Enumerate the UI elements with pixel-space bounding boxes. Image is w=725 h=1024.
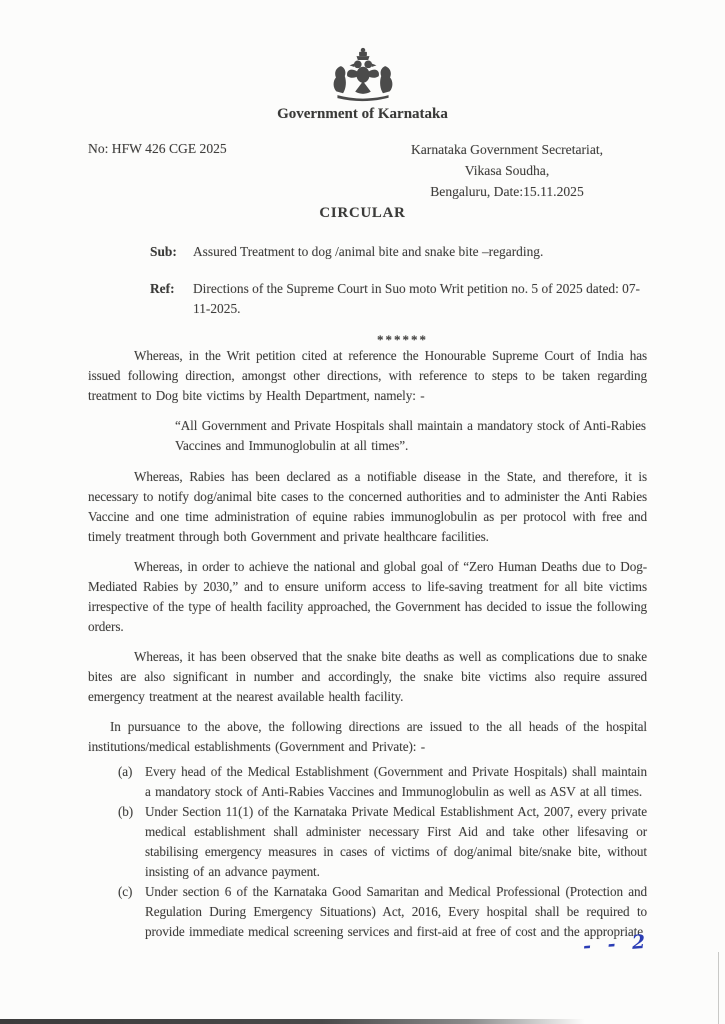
secretariat-line-1: Karnataka Government Secretariat,: [410, 142, 604, 157]
subject-text: Assured Treatment to dog /animal bite and snake bite –regarding.: [193, 244, 544, 259]
paragraph-snake-bite: Whereas, it has been observed that the snake bite deaths as well as complications due to snake bites are also significant in number and accordingly, the snake bite victims also require assured emergency treatment at the nearest available health facility.: [88, 649, 647, 704]
circular-title: CIRCULAR: [319, 205, 406, 221]
directive-text-b: Under Section 11(1) of the Karnataka Private Medical Establishment Act, 2007, every private medical establishment shall administer necessary First Aid and take other lifesaving or stabilising emergency measures in cases of victims of dog/animal bite/snake bite, without insisting of an advance payment.: [145, 804, 647, 879]
org-name: Government of Karnataka: [277, 106, 448, 122]
paragraph-rabies-notifiable: Whereas, Rabies has been declared as a notifiable disease in the State, and therefore, it is necessary to notify dog/animal bite cases to the concerned authorities and to administer the Anti Rabies Vaccine and one time administration of equine rabies immunoglobulin as per protocol with free and timely treatment through both Government and private healthcare facilities.: [88, 469, 647, 544]
reference-row: [150, 279, 655, 319]
reference-label: Ref:: [150, 281, 175, 296]
asterisk-separator: ******: [377, 332, 428, 347]
subject-row: [150, 242, 655, 262]
paragraph-in-pursuance: In pursuance to the above, the following directions are issued to the all heads of the hospital institutions/medical establishments (Government and Private): -: [88, 719, 647, 754]
directive-item-b: [88, 802, 647, 882]
subject-reference-block: [150, 242, 655, 350]
scan-edge-artifact-right: [718, 952, 719, 1024]
paragraph-whereas-writ-petition: Whereas, in the Writ petition cited at reference the Honourable Supreme Court of India has issued following direction, amongst other directions, with reference to steps to be taken regarding treatment to Dog bite victims by Health Department, namely: -: [88, 348, 647, 403]
paragraph-zero-deaths-goal: Whereas, in order to achieve the national and global goal of “Zero Human Deaths due to Dog-Mediated Rabies by 2030,” and to ensure uniform access to life-saving treatment for all bite victims irrespective of the type of health facility approached, the Government has decided to issue the following orders.: [88, 559, 647, 634]
secretariat-address: [393, 139, 621, 202]
file-number: No: HFW 426 CGE 2025: [88, 141, 227, 156]
directive-label-b: (b): [118, 804, 134, 819]
scan-edge-artifact-bottom: [0, 1019, 585, 1024]
secretariat-line-2: Vikasa Soudha,: [464, 163, 550, 178]
subject-label: Sub:: [150, 244, 177, 259]
directive-item-a: [88, 762, 647, 802]
reference-text: Directions of the Supreme Court in Suo moto Writ petition no. 5 of 2025 dated: 07-11-2025.: [193, 281, 640, 316]
karnataka-emblem-icon: [0, 46, 725, 107]
directive-label-a: (a): [118, 764, 133, 779]
directive-text-a: Every head of the Medical Establishment (Government and Private Hospitals) shall maintain a mandatory stock of Anti-Rabies Vaccines and Immunoglobulin as well as ASV at all times.: [145, 764, 647, 799]
directive-text-c: Under section 6 of the Karnataka Good Samaritan and Medical Professional (Protection and Regulation During Emergency Situations) Act, 2016, Every hospital shall be required to provide immediate medical screening services and first-aid at free of cost and the appropriate: [145, 884, 647, 939]
circular-body: [88, 346, 647, 942]
secretariat-line-3: Bengaluru, Date:15.11.2025: [430, 184, 584, 199]
supreme-court-quote: “All Government and Private Hospitals shall maintain a mandatory stock of Anti-Rabies Vaccines and Immunoglobulin at all times”.: [175, 418, 646, 453]
directive-label-c: (c): [118, 884, 133, 899]
handwritten-page-number: - - 2: [582, 930, 651, 958]
directive-item-c: [88, 882, 647, 942]
